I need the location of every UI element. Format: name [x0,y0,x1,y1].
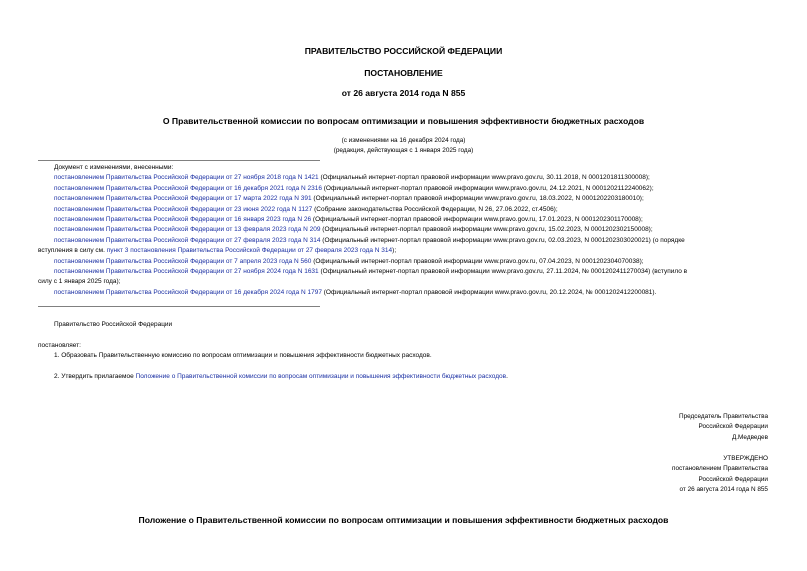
signature-position: Председатель Правительства [679,413,768,420]
approval-block [672,454,768,495]
government-line: Правительство Российской Федерации [54,321,173,328]
amendment-item: постановлением Правительства Российской Федерации от 27 ноября 2018 года N 1421 (Официальный интернет-портал правовой информации www.pravo.gov.ru, 30.11.2018, N 0001201811300008); [54,174,650,182]
approval-line-4: от 26 августа 2014 года N 855 [679,485,768,493]
government-heading: ПРАВИТЕЛЬСТВО РОССИЙСКОЙ ФЕДЕРАЦИИ [304,46,503,56]
amendment-item: постановлением Правительства Российской Федерации от 17 марта 2022 года N 391 (Официальный интернет-портал правовой информации www.pravo.gov.ru, 18.03.2022, N 0001202203180010); [54,195,644,203]
amendment-item-continuation: вступления в силу см. пункт 3 постановления Правительства Российской Федерации от 27 февраля 2023 года N 314); [38,247,397,255]
amendment-link[interactable]: постановлением Правительства Российской Федерации от 27 февраля 2023 года N 314 [54,236,321,244]
amendments-heading: Документ с изменениями, внесенными: [54,164,174,171]
signature-name: Д.Медведев [731,433,768,441]
amendment-item: постановлением Правительства Российской Федерации от 27 февраля 2023 года N 314 (Официальный интернет-портал правовой информации www.pravo.gov.ru, 02.03.2023, N 0001202303020021) (о порядке [54,236,685,244]
date-number-heading: от 26 августа 2014 года N 855 [341,88,466,98]
regulation-link[interactable]: Положение о Правительственной комиссии по вопросам оптимизации и повышения эффективности бюджетных расходов [135,373,507,380]
amendment-item: постановлением Правительства Российской Федерации от 13 февраля 2023 года N 209 (Официальный интернет-портал правовой информации www.pravo.gov.ru, 15.02.2023, N 0001202302150008); [54,226,653,234]
divider-top [38,160,320,161]
appendix-title: Положение о Правительственной комиссии по вопросам оптимизации и повышения эффективности бюджетных расходов [138,515,669,525]
amendment-item: постановлением Правительства Российской Федерации от 16 декабря 2024 года N 1797 (Официальный интернет-портал правовой информации www.pravo.gov.ru, 20.12.2024, № 0001202412200081). [54,288,657,296]
amendment-item: постановлением Правительства Российской Федерации от 7 апреля 2023 года N 560 (Официальный интернет-портал правовой информации www.pravo.gov.ru, 07.04.2023, N 0001202304070038); [54,257,644,265]
amendment-item: постановлением Правительства Российской Федерации от 23 июня 2022 года N 1127 (Собрание законодательства Российской Федерации, N 26, 27.06.2022, ст.4506); [54,205,558,213]
edition-note: (редакция, действующая с 1 января 2025 года) [333,147,474,154]
effective-date-link[interactable]: пункт 3 постановления Правительства Российской Федерации от 27 февраля 2023 года N 314 [106,247,393,255]
signature-block [679,412,768,443]
document-title: О Правительственной комиссии по вопросам оптимизации и повышения эффективности бюджетных расходов [162,116,645,126]
amendment-link[interactable]: постановлением Правительства Российской Федерации от 27 ноября 2018 года N 1421 [54,174,319,182]
signature-country: Российской Федерации [698,423,768,431]
amendment-item: постановлением Правительства Российской Федерации от 16 декабря 2021 года N 2316 (Официальный интернет-портал правовой информации www.pravo.gov.ru, 24.12.2021, N 0001202112240062); [54,184,654,192]
doc-type-heading: ПОСТАНОВЛЕНИЕ [364,68,443,78]
amendment-link[interactable]: постановлением Правительства Российской Федерации от 27 ноября 2024 года N 1631 [54,268,319,276]
changes-note: (с изменениями на 16 декабря 2024 года) [341,137,466,144]
amendment-link[interactable]: постановлением Правительства Российской Федерации от 16 января 2023 года N 26 [54,216,312,224]
approval-line-3: Российской Федерации [698,475,768,483]
amendment-link[interactable]: постановлением Правительства Российской Федерации от 16 декабря 2024 года N 1797 [54,288,322,296]
approval-title: УТВЕРЖДЕНО [723,455,768,462]
amendment-item: постановлением Правительства Российской Федерации от 27 ноября 2024 года N 1631 (Официальный интернет-портал правовой информации www.pravo.gov.ru, 27.11.2024, № 0001202411270034) (вступило в [54,268,688,276]
amendment-item: постановлением Правительства Российской Федерации от 16 января 2023 года N 26 (Официальный интернет-портал правовой информации www.pravo.gov.ru, 17.01.2023, N 0001202301170008); [54,216,643,224]
amendment-link[interactable]: постановлением Правительства Российской Федерации от 7 апреля 2023 года N 560 [54,257,312,265]
amendment-item-continuation: силу с 1 января 2025 года); [38,278,121,286]
item-2: 2. Утвердить прилагаемое Положение о Правительственной комиссии по вопросам оптимизации и повышения эффективности бюджетных расходов. [54,373,508,380]
resolves-text: постановляет: [38,342,81,349]
amendment-link[interactable]: постановлением Правительства Российской Федерации от 17 марта 2022 года N 391 [54,195,312,203]
amendments-block [38,163,773,298]
amendment-link[interactable]: постановлением Правительства Российской Федерации от 16 декабря 2021 года N 2316 [54,184,322,192]
approval-line-2: постановлением Правительства [672,465,768,473]
amendment-link[interactable]: постановлением Правительства Российской Федерации от 23 июня 2022 года N 1127 [54,205,313,213]
item-1: 1. Образовать Правительственную комиссию по вопросам оптимизации и повышения эффективности бюджетных расходов. [54,352,432,359]
divider-bottom [38,306,320,307]
amendment-link[interactable]: постановлением Правительства Российской Федерации от 13 февраля 2023 года N 209 [54,226,321,234]
